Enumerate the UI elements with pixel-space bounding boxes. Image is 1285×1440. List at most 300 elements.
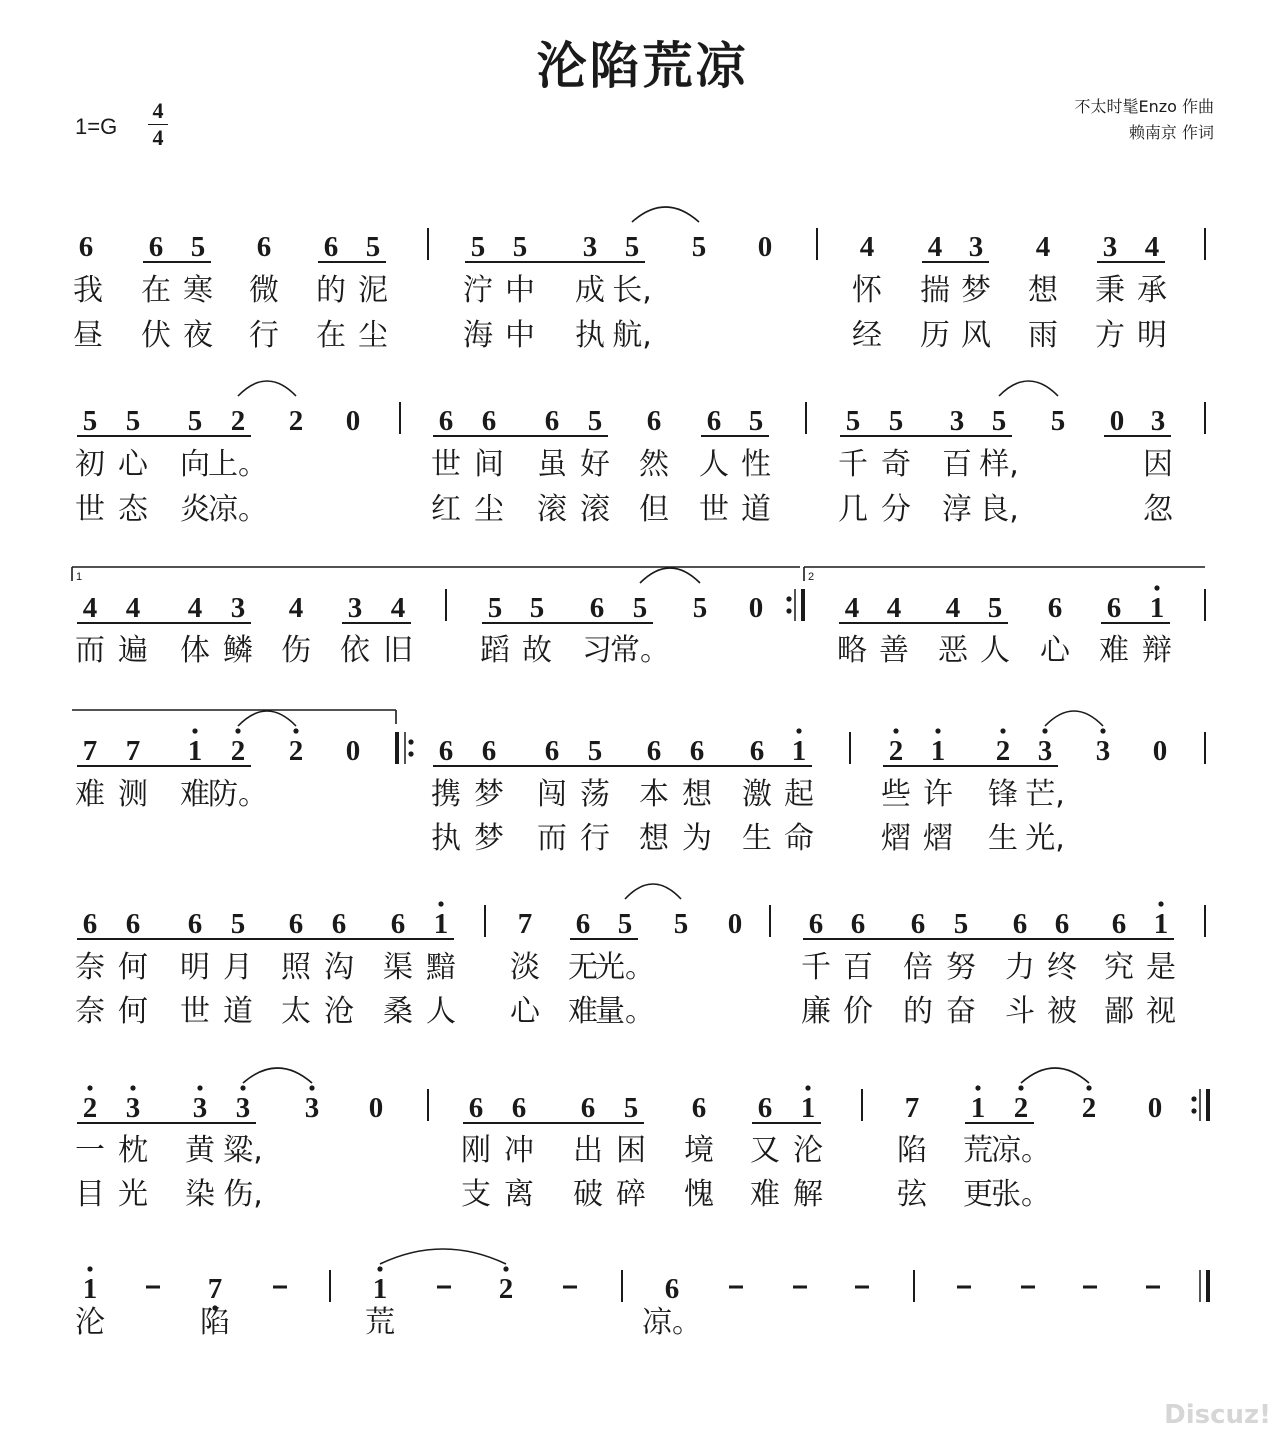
- lyric: 沧: [324, 994, 354, 1029]
- lyric: 百: [843, 950, 873, 985]
- note: 2: [1013, 1092, 1029, 1124]
- lyric: 些: [881, 777, 911, 812]
- lyric: 而: [537, 821, 567, 856]
- lyric: 光,: [1025, 821, 1065, 856]
- lyric: 弦: [897, 1177, 927, 1212]
- note: 5: [487, 592, 503, 624]
- watermark: Discuz!: [1164, 1400, 1271, 1430]
- note: 4: [927, 231, 943, 263]
- note: 6: [664, 1273, 680, 1305]
- note: 3: [235, 1092, 251, 1124]
- lyric: 许: [923, 777, 953, 812]
- note: 6: [575, 908, 591, 940]
- tie: [243, 1068, 312, 1083]
- key-signature: 1=G: [75, 114, 118, 139]
- lyric: 命: [784, 821, 814, 856]
- note: 1: [1153, 908, 1169, 940]
- lyric: 略: [837, 633, 867, 668]
- lyric: 熠: [881, 821, 911, 856]
- octave-dot: [197, 1085, 202, 1090]
- octave-dot: [408, 739, 413, 744]
- lyric: 的: [903, 994, 933, 1029]
- lyric: 廉: [801, 994, 831, 1029]
- lyric: 光。: [595, 950, 655, 985]
- note: 4: [945, 592, 961, 624]
- lyric: 梦: [474, 821, 504, 856]
- lyric: 视: [1146, 994, 1176, 1029]
- note: 6: [468, 1092, 484, 1124]
- note: 6: [288, 908, 304, 940]
- note: 6: [580, 1092, 596, 1124]
- note: 6: [78, 231, 94, 263]
- lyric: 难: [180, 777, 210, 812]
- lyric: 航,: [612, 318, 652, 353]
- note: 3: [347, 592, 363, 624]
- lyric: 起: [784, 777, 814, 812]
- note: 6: [481, 735, 497, 767]
- lyric: 荡: [580, 777, 610, 812]
- tie: [1021, 1068, 1089, 1083]
- lyric: 千: [838, 447, 868, 482]
- volta-second-label: 2: [808, 571, 815, 583]
- octave-dot: [309, 1085, 314, 1090]
- note: 6: [438, 735, 454, 767]
- note: 4: [125, 592, 141, 624]
- lyric: 离: [504, 1177, 534, 1212]
- note: 1: [433, 908, 449, 940]
- lyric: 因: [1143, 447, 1173, 482]
- lyric: 几: [838, 492, 868, 527]
- note: 4: [1144, 231, 1160, 263]
- note: 2: [995, 735, 1011, 767]
- lyric: 依: [340, 633, 370, 668]
- note: 5: [82, 405, 98, 437]
- lyric: 量。: [595, 994, 655, 1029]
- note: 6: [910, 908, 926, 940]
- lyric: 沦: [75, 1305, 105, 1340]
- tie: [640, 568, 700, 583]
- lyric: 陷: [200, 1305, 230, 1340]
- lyric: 态: [118, 492, 148, 527]
- note: 6: [691, 1092, 707, 1124]
- note: 1: [372, 1273, 388, 1305]
- note: 7: [904, 1092, 920, 1124]
- lyric: 在: [141, 273, 171, 308]
- note: 5: [845, 405, 861, 437]
- lyric: 而: [75, 633, 105, 668]
- lyric: 昼: [73, 318, 103, 353]
- note: 3: [125, 1092, 141, 1124]
- lyric: 奈: [75, 994, 105, 1029]
- lyric: 千: [801, 950, 831, 985]
- note: 6: [544, 405, 560, 437]
- note: 1: [82, 1273, 98, 1305]
- note: 6: [589, 592, 605, 624]
- lyric: 心: [510, 994, 540, 1029]
- note: 2: [1081, 1092, 1097, 1124]
- lyric: 境: [684, 1133, 714, 1168]
- note: 1: [1149, 592, 1165, 624]
- lyric: 良,: [979, 492, 1019, 527]
- lyric: 世: [431, 447, 461, 482]
- lyric: 好: [580, 447, 610, 482]
- lyric: 泞: [463, 273, 493, 308]
- note: 7: [125, 735, 141, 767]
- lyric: 分: [881, 492, 911, 527]
- lyric: 奈: [75, 950, 105, 985]
- note: 6: [706, 405, 722, 437]
- octave-dot: [1100, 728, 1105, 733]
- lyric: 行: [249, 318, 279, 353]
- composer-credit: 不太时髦Enzo 作曲: [1074, 97, 1214, 116]
- lyric: 在: [316, 318, 346, 353]
- lyric: 难: [75, 777, 105, 812]
- lyric: 夜: [183, 318, 213, 353]
- lyric: 黯: [426, 950, 456, 985]
- lyric: 更: [963, 1177, 993, 1212]
- octave-dot: [1154, 585, 1159, 590]
- note: 0: [1152, 735, 1168, 767]
- lyric: 张。: [991, 1177, 1051, 1212]
- lyric: 心: [1040, 633, 1070, 668]
- lyric: 太: [281, 994, 311, 1029]
- lyric: 是: [1146, 950, 1176, 985]
- note: 6: [390, 908, 406, 940]
- octave-dot: [408, 751, 413, 756]
- lyric: 故: [522, 633, 552, 668]
- note: 5: [190, 231, 206, 263]
- note: 7: [517, 908, 533, 940]
- lyric: 伏: [141, 318, 171, 353]
- note: 0: [1109, 405, 1125, 437]
- lyric: 风: [961, 318, 991, 353]
- lyric: 炎: [180, 492, 210, 527]
- lyric: 照: [281, 950, 311, 985]
- note: 6: [148, 231, 164, 263]
- octave-dot: [975, 1085, 980, 1090]
- lyric: 遍: [118, 633, 148, 668]
- note: 7: [207, 1273, 223, 1305]
- note: 5: [987, 592, 1003, 624]
- octave-dot: [786, 596, 791, 601]
- note: 6: [1047, 592, 1063, 624]
- note: 5: [991, 405, 1007, 437]
- note: 2: [230, 735, 246, 767]
- lyric: 何: [118, 994, 148, 1029]
- note: 1: [970, 1092, 986, 1124]
- lyric: 熠: [923, 821, 953, 856]
- lyric: 奋: [946, 994, 976, 1029]
- lyric: 向: [180, 447, 210, 482]
- note: 5: [1050, 405, 1066, 437]
- lyric: 虽: [537, 447, 567, 482]
- lyric: 百: [942, 447, 972, 482]
- note: 4: [886, 592, 902, 624]
- lyric: 揣: [920, 273, 950, 308]
- lyric: 无: [568, 950, 598, 985]
- note: 1: [800, 1092, 816, 1124]
- lyric: 长,: [612, 273, 652, 308]
- tie: [625, 884, 681, 899]
- lyric: 闯: [537, 777, 567, 812]
- note: 1: [791, 735, 807, 767]
- lyric: 伤,: [223, 1177, 263, 1212]
- note: 7: [82, 735, 98, 767]
- octave-dot: [87, 1085, 92, 1090]
- lyric: 辩: [1142, 633, 1172, 668]
- lyric: 历: [920, 318, 950, 353]
- lyric: 滚: [580, 492, 610, 527]
- octave-dot: [1191, 1096, 1196, 1101]
- octave-dot: [1086, 1085, 1091, 1090]
- note: 6: [511, 1092, 527, 1124]
- lyric: 防。: [208, 777, 268, 812]
- tie: [999, 381, 1058, 396]
- note: 5: [529, 592, 545, 624]
- lyric: 明: [180, 950, 210, 985]
- note: 6: [757, 1092, 773, 1124]
- note: 6: [749, 735, 765, 767]
- lyric: 凉。: [991, 1133, 1051, 1168]
- note: 5: [748, 405, 764, 437]
- lyric: 世: [180, 994, 210, 1029]
- lyric: 人: [980, 633, 1010, 668]
- lyric: 努: [946, 950, 976, 985]
- note: 0: [748, 592, 764, 624]
- lyric: 碎: [616, 1177, 646, 1212]
- lyric: 但: [639, 492, 669, 527]
- lyric: 初: [75, 447, 105, 482]
- lyric: 旧: [383, 633, 413, 668]
- lyric: 又: [750, 1133, 780, 1168]
- note: 2: [498, 1273, 514, 1305]
- lyric: 秉: [1095, 273, 1125, 308]
- lyric: 光: [118, 1177, 148, 1212]
- note: 3: [949, 405, 965, 437]
- lyric: 难: [750, 1177, 780, 1212]
- lyric: 奇: [881, 447, 911, 482]
- lyric: 淡: [510, 950, 540, 985]
- octave-dot: [87, 1266, 92, 1271]
- note: 3: [968, 231, 984, 263]
- lyric: 被: [1047, 994, 1077, 1029]
- note: 5: [230, 908, 246, 940]
- lyric: 荒: [365, 1305, 395, 1340]
- note: 3: [304, 1092, 320, 1124]
- lyric: 方: [1095, 318, 1125, 353]
- note: 0: [727, 908, 743, 940]
- note: 4: [390, 592, 406, 624]
- lyric: 想: [682, 777, 712, 812]
- lyric: 沦: [793, 1133, 823, 1168]
- octave-dot: [805, 1085, 810, 1090]
- lyric: 上。: [208, 447, 268, 482]
- lyric: 粱,: [223, 1133, 263, 1168]
- lyric: 怀: [852, 273, 882, 308]
- lyric: 执: [575, 318, 605, 353]
- lyric: 尘: [474, 492, 504, 527]
- note: 5: [617, 908, 633, 940]
- note: 4: [187, 592, 203, 624]
- note: 5: [691, 231, 707, 263]
- lyric: 生: [742, 821, 772, 856]
- lyric: 荒: [963, 1133, 993, 1168]
- note: 2: [230, 405, 246, 437]
- lyric: 世: [75, 492, 105, 527]
- note: 5: [632, 592, 648, 624]
- lyric: 月: [223, 950, 253, 985]
- lyric: 终: [1047, 950, 1077, 985]
- lyric: 样,: [979, 447, 1019, 482]
- note: 0: [345, 405, 361, 437]
- note: 6: [1012, 908, 1028, 940]
- lyric: 雨: [1028, 318, 1058, 353]
- lyric: 难: [1099, 633, 1129, 668]
- lyric: 测: [118, 777, 148, 812]
- lyric: 想: [1028, 273, 1058, 308]
- note: 0: [1147, 1092, 1163, 1124]
- lyric: 红: [431, 492, 461, 527]
- lyric: 破: [573, 1177, 603, 1212]
- lyric: 斗: [1005, 994, 1035, 1029]
- lyricist-credit: 赖南京 作词: [1128, 123, 1214, 142]
- note: 0: [757, 231, 773, 263]
- lyric: 梦: [474, 777, 504, 812]
- octave-dot: [1018, 1085, 1023, 1090]
- lyric: 海: [463, 318, 493, 353]
- note: 5: [587, 405, 603, 437]
- lyric: 善: [879, 633, 909, 668]
- octave-dot: [438, 901, 443, 906]
- note: 4: [844, 592, 860, 624]
- octave-dot: [893, 728, 898, 733]
- lyric: 力: [1005, 950, 1035, 985]
- octave-dot: [935, 728, 940, 733]
- lyric: 微: [249, 273, 279, 308]
- lyric: 执: [431, 821, 461, 856]
- octave-dot: [293, 728, 298, 733]
- lyric: 泥: [358, 273, 388, 308]
- lyric: 凉。: [642, 1305, 702, 1340]
- lyric: 一: [75, 1133, 105, 1168]
- note: 1: [930, 735, 946, 767]
- lyric: 世: [699, 492, 729, 527]
- lyric: 出: [573, 1133, 603, 1168]
- lyric: 经: [852, 318, 882, 353]
- lyric: 梦: [961, 273, 991, 308]
- lyric: 倍: [903, 950, 933, 985]
- lyric: 恶: [938, 633, 968, 668]
- note: 2: [288, 735, 304, 767]
- note: 3: [1150, 405, 1166, 437]
- note: 6: [646, 735, 662, 767]
- lyric: 的: [316, 273, 346, 308]
- lyric: 蹈: [480, 633, 510, 668]
- lyric: 承: [1137, 273, 1167, 308]
- lyric: 忽: [1143, 492, 1173, 527]
- note: 6: [82, 908, 98, 940]
- octave-dot: [235, 728, 240, 733]
- lyric: 心: [118, 447, 148, 482]
- tie: [632, 207, 699, 222]
- lyric: 黄: [185, 1133, 215, 1168]
- note: 5: [125, 405, 141, 437]
- lyric: 间: [474, 447, 504, 482]
- song-title: 沦陷荒凉: [536, 37, 749, 95]
- note: 6: [1111, 908, 1127, 940]
- lyric: 为: [682, 821, 712, 856]
- octave-dot: [240, 1085, 245, 1090]
- tie: [1045, 711, 1103, 726]
- lyric: 生: [988, 821, 1018, 856]
- lyric: 然: [639, 447, 669, 482]
- lyric: 习: [582, 633, 612, 668]
- note: 5: [587, 735, 603, 767]
- note: 4: [1035, 231, 1051, 263]
- lyric: 寒: [183, 273, 213, 308]
- lyric: 愧: [684, 1177, 714, 1212]
- lyric: 携: [431, 777, 461, 812]
- note: 6: [331, 908, 347, 940]
- lyric: 滚: [537, 492, 567, 527]
- note: 3: [192, 1092, 208, 1124]
- octave-dot: [786, 608, 791, 613]
- note: 3: [230, 592, 246, 624]
- octave-dot: [1042, 728, 1047, 733]
- lyric: 本: [639, 777, 669, 812]
- lyric: 价: [843, 994, 873, 1029]
- octave-dot: [503, 1266, 508, 1271]
- lyric: 想: [639, 821, 669, 856]
- octave-dot: [1000, 728, 1005, 733]
- note: 2: [888, 735, 904, 767]
- octave-dot: [130, 1085, 135, 1090]
- note: 5: [187, 405, 203, 437]
- lyric: 鄙: [1104, 994, 1134, 1029]
- time-signature-top: 4: [152, 98, 164, 123]
- lyric: 激: [742, 777, 772, 812]
- note: 4: [82, 592, 98, 624]
- volta-first-label: 1: [76, 571, 83, 583]
- lyric: 难: [568, 994, 598, 1029]
- note: 5: [888, 405, 904, 437]
- note: 0: [368, 1092, 384, 1124]
- note: 6: [438, 405, 454, 437]
- lyric: 行: [580, 821, 610, 856]
- tie: [238, 711, 296, 726]
- lyric: 冲: [504, 1133, 534, 1168]
- lyric: 锋: [988, 777, 1018, 812]
- note: 6: [850, 908, 866, 940]
- note: 6: [646, 405, 662, 437]
- note: 4: [859, 231, 875, 263]
- note: 5: [624, 231, 640, 263]
- note: 6: [125, 908, 141, 940]
- note: 3: [1102, 231, 1118, 263]
- note: 6: [689, 735, 705, 767]
- note: 6: [1054, 908, 1070, 940]
- lyric: 我: [73, 273, 103, 308]
- lyric: 陷: [897, 1133, 927, 1168]
- tie: [380, 1249, 506, 1264]
- note: 5: [470, 231, 486, 263]
- lyric: 人: [426, 994, 456, 1029]
- lyric: 明: [1137, 318, 1167, 353]
- note: 2: [288, 405, 304, 437]
- note: 1: [187, 735, 203, 767]
- note: 5: [692, 592, 708, 624]
- lyric: 人: [699, 447, 729, 482]
